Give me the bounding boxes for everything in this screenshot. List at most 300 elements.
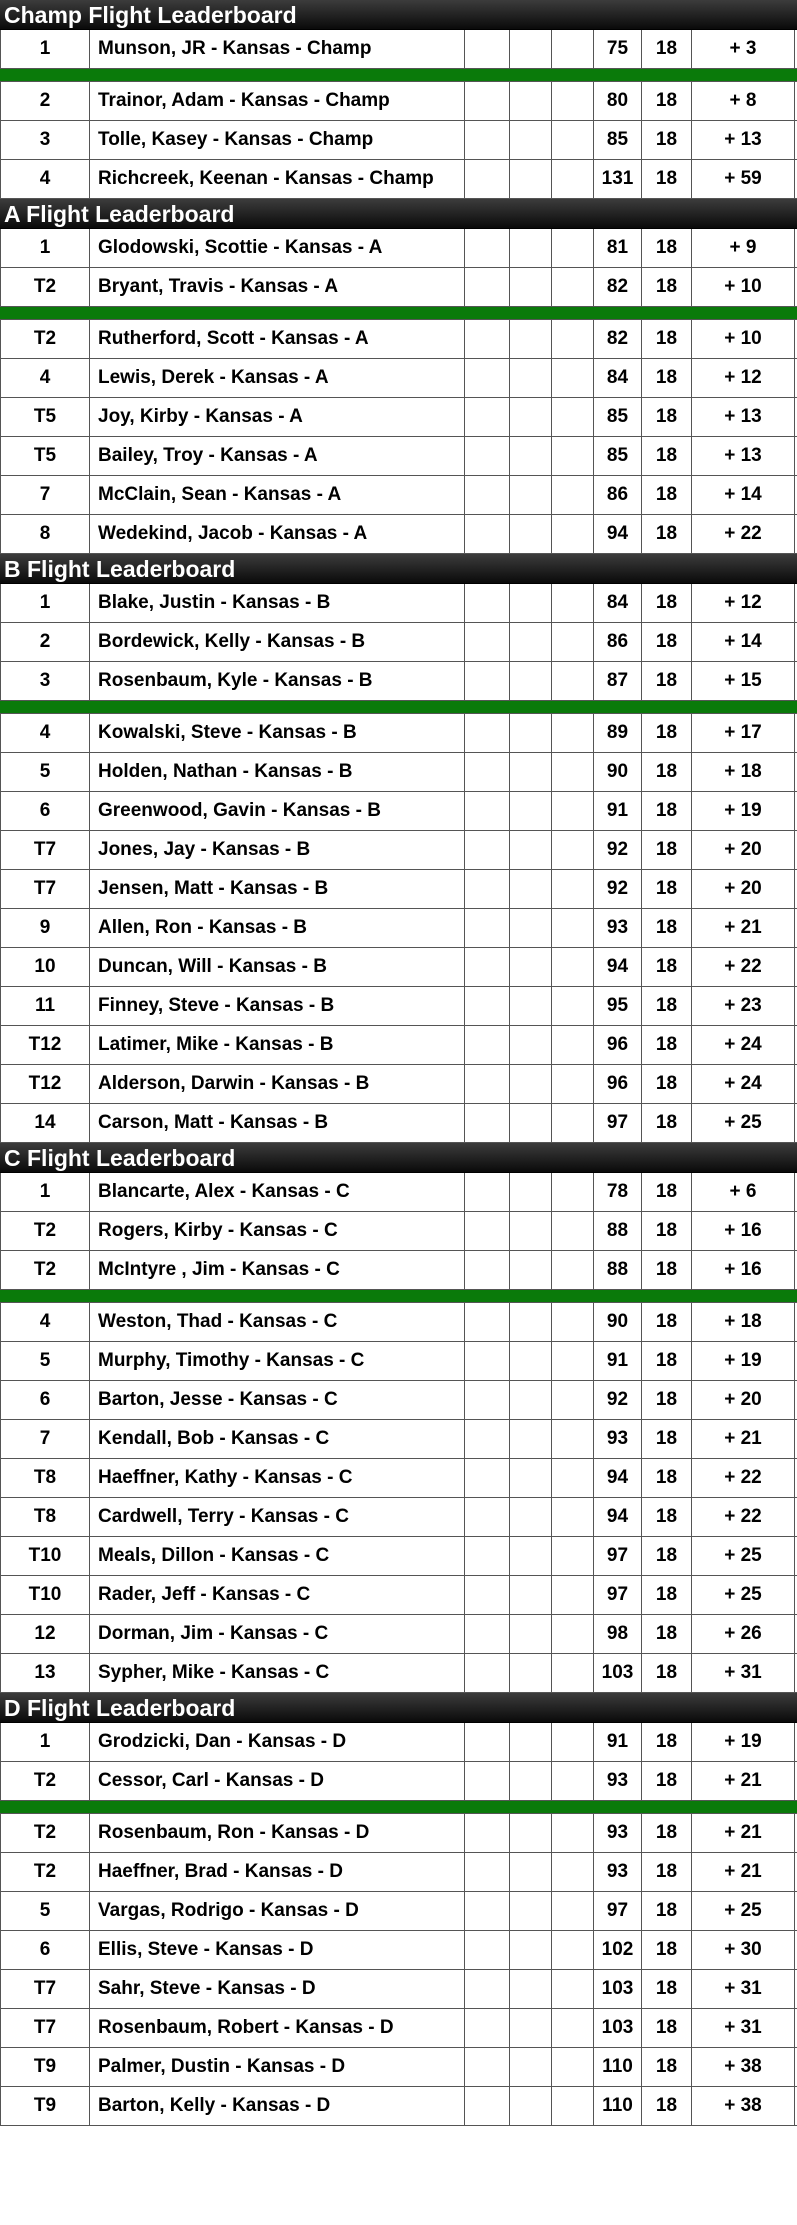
to-par-cell: + 3: [692, 30, 795, 68]
empty-cell: [465, 623, 510, 661]
empty-cell: [510, 1303, 552, 1341]
holes-cell: 18: [642, 1212, 692, 1250]
holes-cell: 18: [642, 1970, 692, 2008]
position-cell: 5: [0, 1342, 90, 1380]
table-row: [0, 2009, 797, 2048]
empty-cell: [552, 229, 594, 267]
table-row: [0, 753, 797, 792]
holes-cell: 18: [642, 1892, 692, 1930]
score-cell: 102: [594, 1931, 642, 1969]
table-row: [0, 1173, 797, 1212]
empty-cell: [465, 1853, 510, 1891]
to-par-cell: + 13: [692, 121, 795, 159]
holes-cell: 18: [642, 1615, 692, 1653]
to-par-cell: + 24: [692, 1026, 795, 1064]
empty-cell: [510, 476, 552, 514]
position-cell: 10: [0, 948, 90, 986]
empty-cell: [552, 1931, 594, 1969]
empty-cell: [510, 623, 552, 661]
position-cell: T2: [0, 320, 90, 358]
empty-cell: [510, 987, 552, 1025]
table-row: [0, 476, 797, 515]
empty-cell: [552, 1814, 594, 1852]
empty-cell: [510, 2009, 552, 2047]
position-cell: 6: [0, 1381, 90, 1419]
score-cell: 94: [594, 1498, 642, 1536]
score-cell: 84: [594, 584, 642, 622]
table-row: [0, 1420, 797, 1459]
holes-cell: 18: [642, 1498, 692, 1536]
empty-cell: [552, 1537, 594, 1575]
score-cell: 96: [594, 1065, 642, 1103]
cut-line-divider: [0, 1290, 797, 1303]
score-cell: 97: [594, 1576, 642, 1614]
score-cell: 110: [594, 2048, 642, 2086]
empty-cell: [510, 82, 552, 120]
player-name-cell: Greenwood, Gavin - Kansas - B: [90, 792, 465, 830]
holes-cell: 18: [642, 1537, 692, 1575]
empty-cell: [552, 1459, 594, 1497]
holes-cell: 18: [642, 2009, 692, 2047]
empty-cell: [510, 1459, 552, 1497]
table-row: [0, 987, 797, 1026]
table-row: [0, 1853, 797, 1892]
empty-cell: [510, 1654, 552, 1692]
table-row: [0, 359, 797, 398]
empty-cell: [510, 1104, 552, 1142]
position-cell: 7: [0, 476, 90, 514]
to-par-cell: + 9: [692, 229, 795, 267]
holes-cell: 18: [642, 1026, 692, 1064]
player-name-cell: Glodowski, Scottie - Kansas - A: [90, 229, 465, 267]
player-name-cell: Dorman, Jim - Kansas - C: [90, 1615, 465, 1653]
holes-cell: 18: [642, 476, 692, 514]
empty-cell: [510, 870, 552, 908]
to-par-cell: + 12: [692, 584, 795, 622]
player-name-cell: Allen, Ron - Kansas - B: [90, 909, 465, 947]
empty-cell: [510, 1723, 552, 1761]
score-cell: 78: [594, 1173, 642, 1211]
score-cell: 82: [594, 268, 642, 306]
player-name-cell: Rosenbaum, Ron - Kansas - D: [90, 1814, 465, 1852]
to-par-cell: + 20: [692, 870, 795, 908]
to-par-cell: + 15: [692, 662, 795, 700]
empty-cell: [510, 515, 552, 553]
table-row: [0, 82, 797, 121]
empty-cell: [552, 1853, 594, 1891]
empty-cell: [465, 320, 510, 358]
holes-cell: 18: [642, 437, 692, 475]
empty-cell: [465, 30, 510, 68]
empty-cell: [552, 1498, 594, 1536]
position-cell: T9: [0, 2048, 90, 2086]
empty-cell: [465, 870, 510, 908]
score-cell: 93: [594, 1814, 642, 1852]
player-name-cell: Blancarte, Alex - Kansas - C: [90, 1173, 465, 1211]
player-name-cell: Weston, Thad - Kansas - C: [90, 1303, 465, 1341]
table-row: [0, 2087, 797, 2126]
position-cell: 6: [0, 792, 90, 830]
empty-cell: [465, 1026, 510, 1064]
empty-cell: [552, 909, 594, 947]
empty-cell: [510, 1814, 552, 1852]
holes-cell: 18: [642, 1104, 692, 1142]
empty-cell: [510, 1342, 552, 1380]
empty-cell: [510, 1576, 552, 1614]
player-name-cell: McIntyre , Jim - Kansas - C: [90, 1251, 465, 1289]
to-par-cell: + 18: [692, 1303, 795, 1341]
player-name-cell: Bryant, Travis - Kansas - A: [90, 268, 465, 306]
empty-cell: [552, 1065, 594, 1103]
score-cell: 75: [594, 30, 642, 68]
to-par-cell: + 22: [692, 515, 795, 553]
to-par-cell: + 25: [692, 1892, 795, 1930]
table-row: [0, 1970, 797, 2009]
empty-cell: [552, 1342, 594, 1380]
table-row: [0, 1212, 797, 1251]
empty-cell: [552, 2048, 594, 2086]
empty-cell: [552, 1762, 594, 1800]
empty-cell: [552, 515, 594, 553]
position-cell: T2: [0, 268, 90, 306]
holes-cell: 18: [642, 584, 692, 622]
holes-cell: 18: [642, 1459, 692, 1497]
holes-cell: 18: [642, 714, 692, 752]
flight-header: D Flight Leaderboard: [0, 1693, 797, 1723]
player-name-cell: Cessor, Carl - Kansas - D: [90, 1762, 465, 1800]
holes-cell: 18: [642, 831, 692, 869]
to-par-cell: + 23: [692, 987, 795, 1025]
empty-cell: [465, 121, 510, 159]
empty-cell: [510, 160, 552, 198]
score-cell: 91: [594, 1342, 642, 1380]
to-par-cell: + 26: [692, 1615, 795, 1653]
player-name-cell: Kowalski, Steve - Kansas - B: [90, 714, 465, 752]
player-name-cell: Barton, Jesse - Kansas - C: [90, 1381, 465, 1419]
empty-cell: [510, 30, 552, 68]
player-name-cell: Rosenbaum, Kyle - Kansas - B: [90, 662, 465, 700]
table-row: [0, 831, 797, 870]
holes-cell: 18: [642, 30, 692, 68]
to-par-cell: + 31: [692, 1970, 795, 2008]
cut-line-divider: [0, 1801, 797, 1814]
position-cell: 9: [0, 909, 90, 947]
table-row: [0, 1459, 797, 1498]
player-name-cell: Palmer, Dustin - Kansas - D: [90, 2048, 465, 2086]
table-row: [0, 1065, 797, 1104]
score-cell: 93: [594, 1853, 642, 1891]
position-cell: T9: [0, 2087, 90, 2125]
empty-cell: [552, 121, 594, 159]
empty-cell: [465, 1814, 510, 1852]
to-par-cell: + 20: [692, 831, 795, 869]
empty-cell: [552, 398, 594, 436]
holes-cell: 18: [642, 2087, 692, 2125]
holes-cell: 18: [642, 1381, 692, 1419]
to-par-cell: + 6: [692, 1173, 795, 1211]
holes-cell: 18: [642, 1065, 692, 1103]
player-name-cell: Meals, Dillon - Kansas - C: [90, 1537, 465, 1575]
score-cell: 82: [594, 320, 642, 358]
table-row: [0, 121, 797, 160]
empty-cell: [552, 1970, 594, 2008]
position-cell: T2: [0, 1212, 90, 1250]
score-cell: 92: [594, 870, 642, 908]
score-cell: 93: [594, 909, 642, 947]
to-par-cell: + 21: [692, 1853, 795, 1891]
position-cell: T7: [0, 831, 90, 869]
holes-cell: 18: [642, 1654, 692, 1692]
position-cell: 8: [0, 515, 90, 553]
position-cell: 4: [0, 160, 90, 198]
position-cell: 1: [0, 229, 90, 267]
empty-cell: [552, 1381, 594, 1419]
position-cell: T2: [0, 1814, 90, 1852]
table-row: [0, 1498, 797, 1537]
table-row: [0, 30, 797, 69]
empty-cell: [465, 584, 510, 622]
player-name-cell: Bordewick, Kelly - Kansas - B: [90, 623, 465, 661]
score-cell: 92: [594, 1381, 642, 1419]
score-cell: 93: [594, 1420, 642, 1458]
holes-cell: 18: [642, 623, 692, 661]
position-cell: T7: [0, 1970, 90, 2008]
empty-cell: [465, 1459, 510, 1497]
to-par-cell: + 8: [692, 82, 795, 120]
empty-cell: [552, 1420, 594, 1458]
score-cell: 110: [594, 2087, 642, 2125]
empty-cell: [465, 1498, 510, 1536]
empty-cell: [552, 437, 594, 475]
empty-cell: [510, 359, 552, 397]
score-cell: 88: [594, 1251, 642, 1289]
to-par-cell: + 10: [692, 320, 795, 358]
empty-cell: [510, 1537, 552, 1575]
table-row: [0, 1762, 797, 1801]
position-cell: 3: [0, 662, 90, 700]
position-cell: T12: [0, 1065, 90, 1103]
player-name-cell: Rutherford, Scott - Kansas - A: [90, 320, 465, 358]
empty-cell: [465, 1892, 510, 1930]
player-name-cell: McClain, Sean - Kansas - A: [90, 476, 465, 514]
position-cell: 6: [0, 1931, 90, 1969]
empty-cell: [465, 2009, 510, 2047]
player-name-cell: Latimer, Mike - Kansas - B: [90, 1026, 465, 1064]
score-cell: 97: [594, 1537, 642, 1575]
holes-cell: 18: [642, 1173, 692, 1211]
empty-cell: [552, 792, 594, 830]
empty-cell: [552, 30, 594, 68]
to-par-cell: + 38: [692, 2048, 795, 2086]
position-cell: T5: [0, 398, 90, 436]
to-par-cell: + 16: [692, 1212, 795, 1250]
holes-cell: 18: [642, 753, 692, 791]
empty-cell: [552, 584, 594, 622]
player-name-cell: Barton, Kelly - Kansas - D: [90, 2087, 465, 2125]
flight-header: A Flight Leaderboard: [0, 199, 797, 229]
player-name-cell: Jones, Jay - Kansas - B: [90, 831, 465, 869]
empty-cell: [510, 1892, 552, 1930]
empty-cell: [465, 160, 510, 198]
empty-cell: [510, 2048, 552, 2086]
player-name-cell: Holden, Nathan - Kansas - B: [90, 753, 465, 791]
to-par-cell: + 21: [692, 909, 795, 947]
player-name-cell: Munson, JR - Kansas - Champ: [90, 30, 465, 68]
empty-cell: [465, 662, 510, 700]
to-par-cell: + 25: [692, 1104, 795, 1142]
flight-section: [0, 1143, 797, 1693]
empty-cell: [465, 714, 510, 752]
score-cell: 86: [594, 623, 642, 661]
table-row: [0, 1251, 797, 1290]
empty-cell: [510, 1762, 552, 1800]
empty-cell: [465, 2048, 510, 2086]
empty-cell: [510, 714, 552, 752]
to-par-cell: + 10: [692, 268, 795, 306]
empty-cell: [552, 1892, 594, 1930]
holes-cell: 18: [642, 987, 692, 1025]
empty-cell: [552, 870, 594, 908]
cut-line-divider: [0, 307, 797, 320]
holes-cell: 18: [642, 1814, 692, 1852]
position-cell: 7: [0, 1420, 90, 1458]
table-row: [0, 1615, 797, 1654]
empty-cell: [510, 1498, 552, 1536]
empty-cell: [465, 1537, 510, 1575]
player-name-cell: Grodzicki, Dan - Kansas - D: [90, 1723, 465, 1761]
empty-cell: [465, 1576, 510, 1614]
empty-cell: [510, 1026, 552, 1064]
empty-cell: [510, 1970, 552, 2008]
empty-cell: [465, 1970, 510, 2008]
empty-cell: [510, 2087, 552, 2125]
position-cell: 1: [0, 584, 90, 622]
empty-cell: [465, 268, 510, 306]
player-name-cell: Rader, Jeff - Kansas - C: [90, 1576, 465, 1614]
player-name-cell: Rogers, Kirby - Kansas - C: [90, 1212, 465, 1250]
empty-cell: [465, 359, 510, 397]
empty-cell: [552, 831, 594, 869]
empty-cell: [510, 121, 552, 159]
empty-cell: [552, 1212, 594, 1250]
holes-cell: 18: [642, 1762, 692, 1800]
to-par-cell: + 21: [692, 1420, 795, 1458]
position-cell: T5: [0, 437, 90, 475]
to-par-cell: + 20: [692, 1381, 795, 1419]
flight-header: C Flight Leaderboard: [0, 1143, 797, 1173]
position-cell: 1: [0, 1173, 90, 1211]
holes-cell: 18: [642, 82, 692, 120]
holes-cell: 18: [642, 909, 692, 947]
empty-cell: [510, 753, 552, 791]
table-row: [0, 1576, 797, 1615]
table-row: [0, 714, 797, 753]
empty-cell: [552, 160, 594, 198]
to-par-cell: + 21: [692, 1762, 795, 1800]
empty-cell: [465, 1104, 510, 1142]
position-cell: T7: [0, 870, 90, 908]
table-row: [0, 1892, 797, 1931]
position-cell: 1: [0, 1723, 90, 1761]
position-cell: 4: [0, 1303, 90, 1341]
empty-cell: [510, 437, 552, 475]
empty-cell: [465, 437, 510, 475]
table-row: [0, 623, 797, 662]
player-name-cell: Jensen, Matt - Kansas - B: [90, 870, 465, 908]
to-par-cell: + 13: [692, 398, 795, 436]
empty-cell: [552, 987, 594, 1025]
position-cell: 4: [0, 359, 90, 397]
score-cell: 89: [594, 714, 642, 752]
empty-cell: [552, 662, 594, 700]
empty-cell: [510, 831, 552, 869]
holes-cell: 18: [642, 1303, 692, 1341]
to-par-cell: + 17: [692, 714, 795, 752]
empty-cell: [510, 948, 552, 986]
score-cell: 131: [594, 160, 642, 198]
empty-cell: [510, 1931, 552, 1969]
empty-cell: [510, 1420, 552, 1458]
position-cell: T2: [0, 1251, 90, 1289]
position-cell: 1: [0, 30, 90, 68]
empty-cell: [552, 1723, 594, 1761]
score-cell: 85: [594, 121, 642, 159]
player-name-cell: Finney, Steve - Kansas - B: [90, 987, 465, 1025]
to-par-cell: + 30: [692, 1931, 795, 1969]
player-name-cell: Trainor, Adam - Kansas - Champ: [90, 82, 465, 120]
player-name-cell: Sypher, Mike - Kansas - C: [90, 1654, 465, 1692]
to-par-cell: + 22: [692, 1498, 795, 1536]
score-cell: 87: [594, 662, 642, 700]
empty-cell: [552, 1251, 594, 1289]
position-cell: 5: [0, 753, 90, 791]
table-row: [0, 948, 797, 987]
to-par-cell: + 18: [692, 753, 795, 791]
cut-line-divider: [0, 69, 797, 82]
position-cell: T8: [0, 1459, 90, 1497]
table-row: [0, 160, 797, 199]
position-cell: T8: [0, 1498, 90, 1536]
empty-cell: [552, 948, 594, 986]
empty-cell: [510, 320, 552, 358]
player-name-cell: Vargas, Rodrigo - Kansas - D: [90, 1892, 465, 1930]
player-name-cell: Ellis, Steve - Kansas - D: [90, 1931, 465, 1969]
to-par-cell: + 59: [692, 160, 795, 198]
empty-cell: [465, 1420, 510, 1458]
empty-cell: [465, 476, 510, 514]
empty-cell: [465, 1251, 510, 1289]
empty-cell: [552, 1576, 594, 1614]
empty-cell: [552, 1173, 594, 1211]
empty-cell: [510, 229, 552, 267]
player-name-cell: Wedekind, Jacob - Kansas - A: [90, 515, 465, 553]
position-cell: 12: [0, 1615, 90, 1653]
table-row: [0, 1537, 797, 1576]
holes-cell: 18: [642, 160, 692, 198]
flight-section: [0, 0, 797, 199]
table-row: [0, 1026, 797, 1065]
empty-cell: [465, 398, 510, 436]
empty-cell: [465, 831, 510, 869]
player-name-cell: Joy, Kirby - Kansas - A: [90, 398, 465, 436]
holes-cell: 18: [642, 792, 692, 830]
score-cell: 97: [594, 1104, 642, 1142]
empty-cell: [465, 792, 510, 830]
holes-cell: 18: [642, 948, 692, 986]
position-cell: T2: [0, 1762, 90, 1800]
score-cell: 88: [594, 1212, 642, 1250]
holes-cell: 18: [642, 870, 692, 908]
